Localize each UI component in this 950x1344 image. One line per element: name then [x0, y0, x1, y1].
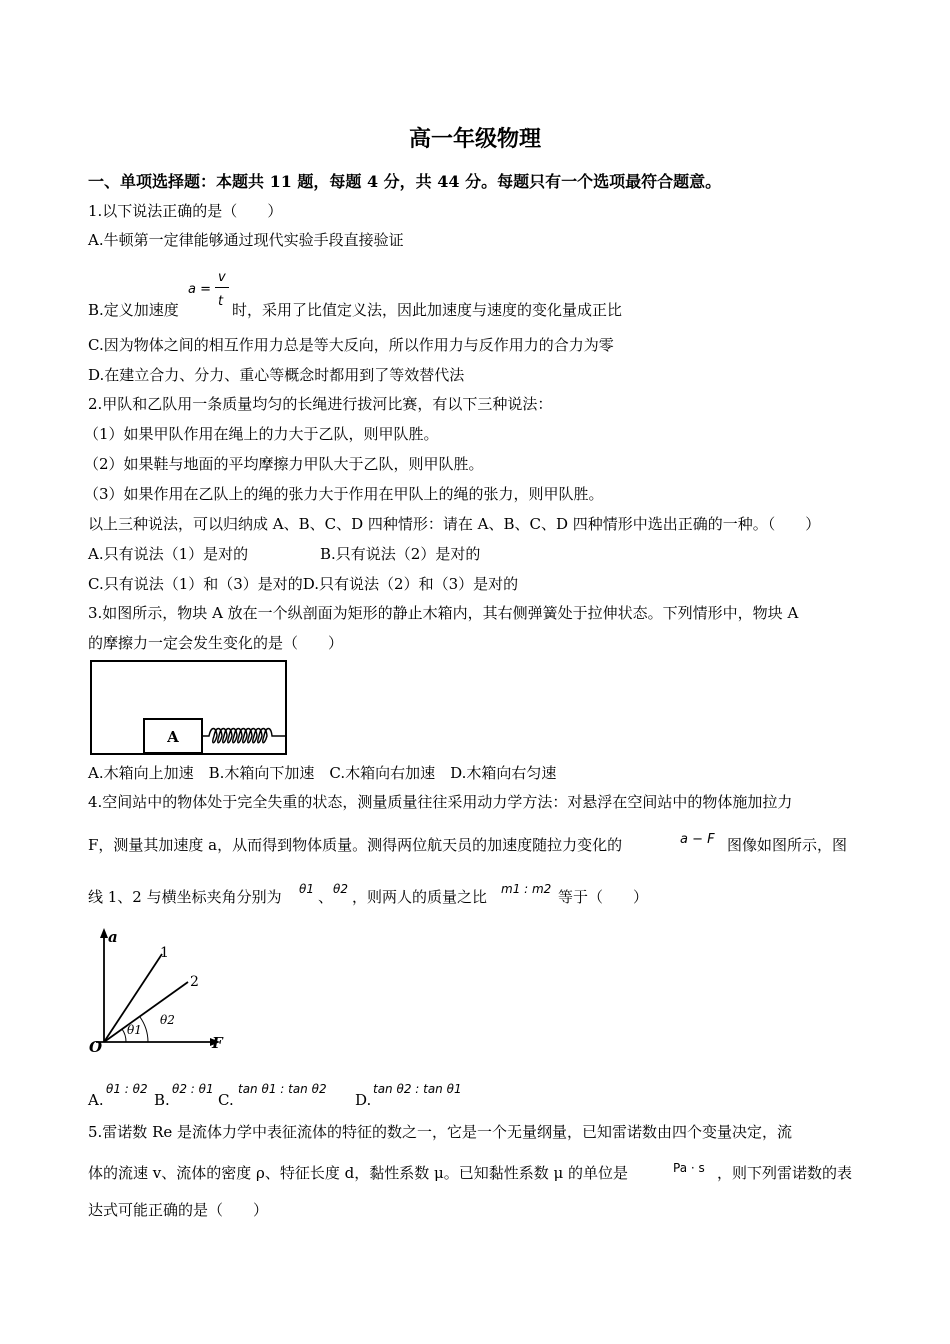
- graph-angle-theta1: θ1: [127, 1023, 142, 1037]
- q4-math-a-f: a − F: [680, 832, 715, 847]
- q1-option-a: A.牛顿第一定律能够通过现代实验手段直接验证: [88, 231, 404, 249]
- q3-stem-line1: 3.如图所示，物块 A 放在一个纵剖面为矩形的静止木箱内，其右侧弹簧处于拉伸状态。下列情形中，物块 A: [88, 604, 799, 622]
- q4-option-c-label: C.: [218, 1091, 234, 1109]
- q2-option-b: B.只有说法（2）是对的: [320, 545, 481, 563]
- q1-formula-lhs: a =: [188, 282, 211, 297]
- q1-option-b-prefix: B.定义加速度: [88, 301, 179, 319]
- q4-theta2: θ2: [333, 882, 348, 896]
- q1-stem: 1.以下说法正确的是（ ）: [88, 202, 283, 220]
- q4-option-a-label: A.: [88, 1091, 104, 1109]
- q1-formula-numerator: v: [218, 270, 226, 285]
- q4-option-b: θ2 : θ1: [172, 1082, 214, 1096]
- q2-statement-3: （3）如果作用在乙队上的绳的张力大于作用在甲队上的绳的张力，则甲队胜。: [84, 485, 604, 503]
- q2-statement-2: （2）如果鞋与地面的平均摩擦力甲队大于乙队，则甲队胜。: [84, 455, 484, 473]
- q4-graph: [86, 926, 236, 1056]
- q3-stem-line2: 的摩擦力一定会发生变化的是（ ）: [88, 634, 344, 652]
- q2-option-cd: C.只有说法（1）和（3）是对的D.只有说法（2）和（3）是对的: [88, 575, 519, 593]
- graph-label-origin: O: [89, 1038, 103, 1056]
- q1-formula-denominator: t: [218, 294, 224, 309]
- angle-arc-1: [122, 1029, 126, 1042]
- q5-stem-line2-suffix: ，则下列雷诺数的表: [717, 1164, 853, 1182]
- q2-summary: 以上三种说法，可以归纳成 A、B、C、D 四种情形：请在 A、B、C、D 四种情形中选出正确的一种。（ ）: [88, 515, 821, 533]
- graph-label-f: F: [212, 1034, 223, 1052]
- q4-option-b-label: B.: [154, 1091, 170, 1109]
- q4-sep: 、: [318, 888, 334, 906]
- q5-stem-line3: 达式可能正确的是（ ）: [88, 1201, 269, 1219]
- q3-box-figure: [88, 658, 290, 758]
- q4-stem-line3-prefix: 线 1、2 与横坐标夹角分别为: [88, 888, 282, 906]
- q4-option-d-label: D.: [355, 1091, 372, 1109]
- q5-unit: Pa · s: [673, 1161, 705, 1175]
- graph-label-line-1: 1: [160, 945, 169, 961]
- wooden-box: [91, 661, 286, 754]
- q4-option-a: θ1 : θ2: [106, 1082, 148, 1096]
- q4-option-d: tan θ2 : tan θ1: [373, 1082, 462, 1096]
- q4-stem-line3-mid: ，则两人的质量之比: [352, 888, 488, 906]
- spring: [202, 729, 285, 743]
- q1-option-b-suffix: 时，采用了比值定义法，因此加速度与速度的变化量成正比: [232, 301, 623, 319]
- q4-stem-line1: 4.空间站中的物体处于完全失重的状态，测量质量往往采用动力学方法：对悬浮在空间站中的物体施加拉力: [88, 793, 793, 811]
- q1-option-c: C.因为物体之间的相互作用力总是等大反向，所以作用力与反作用力的合力为零: [88, 336, 614, 354]
- q1-fraction-bar: [215, 287, 229, 288]
- q4-stem-line2-prefix: F，测量其加速度 a，从而得到物体质量。测得两位航天员的加速度随拉力变化的: [88, 836, 623, 854]
- q5-stem-line2-prefix: 体的流速 v、流体的密度 ρ、特征长度 d，黏性系数 μ。已知黏性系数 μ 的单位是: [88, 1164, 629, 1182]
- graph-label-line-2: 2: [190, 974, 199, 990]
- graph-label-a: a: [108, 928, 118, 946]
- q2-option-a: A.只有说法（1）是对的: [88, 545, 249, 563]
- q4-theta1: θ1: [299, 882, 314, 896]
- q4-mass-ratio: m1 : m2: [501, 882, 552, 896]
- q2-statement-1: （1）如果甲队作用在绳上的力大于乙队，则甲队胜。: [84, 425, 439, 443]
- y-axis-arrow: [100, 928, 108, 938]
- q2-stem: 2.甲队和乙队用一条质量均匀的长绳进行拔河比赛，有以下三种说法：: [88, 395, 553, 413]
- q1-option-d: D.在建立合力、分力、重心等概念时都用到了等效替代法: [88, 366, 465, 384]
- page-title: 高一年级物理: [408, 126, 541, 152]
- q4-stem-line2-suffix: 图像如图所示，图: [727, 836, 848, 854]
- q4-stem-line3-suffix: 等于（ ）: [558, 888, 649, 906]
- q3-options: A.木箱向上加速 B.木箱向下加速 C.木箱向右加速 D.木箱向右匀速: [88, 764, 557, 782]
- q5-stem-line1: 5.雷诺数 Re 是流体力学中表征流体的特征的数之一，它是一个无量纲量，已知雷诺数由四个变量决定，流: [88, 1123, 793, 1141]
- graph-line-2: [104, 982, 188, 1042]
- section-heading: 一、单项选择题：本题共 11 题，每题 4 分，共 44 分。每题只有一个选项最符合题意。: [88, 172, 722, 191]
- graph-angle-theta2: θ2: [160, 1013, 175, 1027]
- q4-option-c: tan θ1 : tan θ2: [238, 1082, 327, 1096]
- block-a-label: A: [167, 728, 179, 746]
